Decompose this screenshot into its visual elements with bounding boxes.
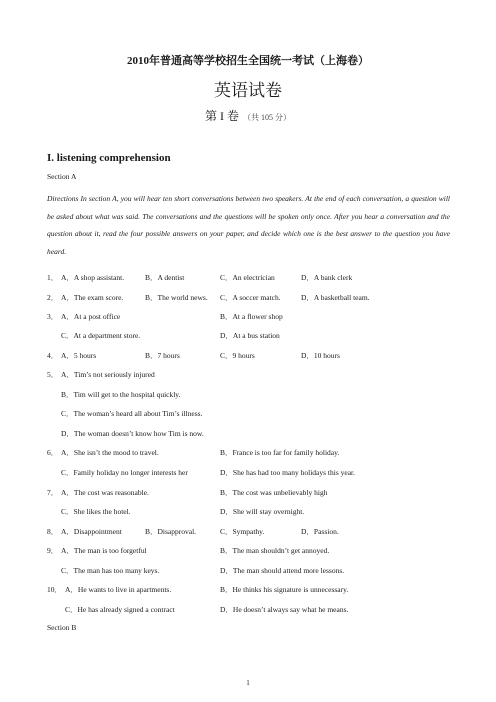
question-3 (47, 311, 457, 323)
option-a: A．A shop assistant. (61, 273, 125, 282)
option-a: A．Tim’s not seriously injured (61, 370, 155, 379)
option-d: D．The woman doesn’t know how Tim is now. (61, 429, 204, 438)
option-a: A．At a post office (61, 312, 121, 321)
option-a: A．Disappointment (61, 527, 122, 536)
option-b: B．A dentist (145, 273, 185, 282)
question-5-option-d (47, 428, 457, 440)
option-d: D．At a bus station (220, 331, 280, 340)
question-number: 4． (47, 351, 59, 360)
option-c: C．Family holiday no longer interests her (61, 468, 188, 477)
question-5-option-c (47, 408, 457, 420)
option-b: B．The cost was unbelievably high (220, 488, 328, 497)
option-c: C．An electrician (220, 273, 275, 282)
question-9-cont (47, 565, 457, 577)
option-b: B．He thinks his signature is unnecessary. (220, 585, 349, 594)
option-b: B．The world news. (145, 293, 208, 302)
option-b: B．France is too far for family holiday. (220, 448, 340, 457)
subject-title: 英语试卷 (214, 81, 282, 100)
option-c: C．A soccer match. (220, 293, 281, 302)
exam-title: 2010年普通高等学校招生全国统一考试（上海卷） (127, 55, 369, 67)
option-a: A．The exam score. (61, 293, 124, 302)
question-6 (47, 447, 457, 459)
option-b: B．The man shouldn’t get annoyed. (220, 546, 330, 555)
question-6-cont (47, 467, 457, 479)
directions-text: Directions In section A, you will hear ten short conversations between two speakers. At the end of each conversation, a question will be asked about what was said. The conversations and the questions will be spoken only once. After you hear a conversation and the question about it, read the four possible answers on your paper, and decide which one is the best answer to the question you have heard. (47, 194, 450, 256)
option-a: A．He wants to live in apartments. (65, 585, 172, 594)
question-7 (47, 487, 457, 499)
option-d: D．A basketball team. (301, 293, 370, 302)
option-a: A．The man is too forgetful (61, 546, 147, 555)
question-10-cont (47, 604, 457, 616)
question-9 (47, 545, 457, 557)
option-c: C．At a department store. (61, 331, 141, 340)
option-b: B．Tim will get to the hospital quickly. (61, 390, 181, 399)
option-c: C．Sympathy. (220, 527, 265, 536)
question-number: 10． (47, 585, 62, 594)
volume-score: （共 105 分） (243, 113, 291, 122)
question-number: 6． (47, 448, 59, 457)
option-d: D．10 hours (301, 351, 340, 360)
question-4 (47, 350, 457, 362)
option-c: C．The man has too many keys. (61, 566, 160, 575)
question-2 (47, 292, 457, 304)
question-5-option-b (47, 389, 457, 401)
option-c: C．The woman’s heard all about Tim’s illness. (61, 409, 203, 418)
volume-label (0, 107, 496, 124)
question-5 (47, 369, 457, 381)
option-d: D．Passion. (301, 527, 339, 536)
question-number: 7． (47, 488, 59, 497)
question-3-cont (47, 330, 457, 342)
question-number: 8． (47, 527, 59, 536)
option-c: C．9 hours (220, 351, 255, 360)
page-number: 1 (246, 679, 250, 687)
option-d: D．He doesn’t always say what he means. (220, 605, 349, 614)
question-7-cont (47, 506, 457, 518)
section-a-label: Section A (47, 172, 77, 181)
section-b-label: Section B (47, 623, 77, 632)
option-c: C．He has already signed a contract (65, 605, 175, 614)
option-b: B．At a flower shop (220, 312, 283, 321)
option-a: A．5 hours (61, 351, 97, 360)
option-a: A．The cost was reasonable. (61, 488, 149, 497)
question-number: 1． (47, 273, 59, 282)
section-heading: I. listening comprehension (47, 152, 171, 164)
option-d: D．The man should attend more lessons. (220, 566, 345, 575)
volume-name: 第 I 卷 (205, 109, 239, 123)
option-d: D．She has had too many holidays this year. (220, 468, 355, 477)
option-b: B．7 hours (145, 351, 180, 360)
question-number: 5． (47, 370, 59, 379)
question-number: 9． (47, 546, 59, 555)
question-10 (47, 584, 457, 596)
option-d: D．She will stay overnight. (220, 507, 305, 516)
option-c: C．She likes the hotel. (61, 507, 131, 516)
option-d: D．A bank clerk (301, 273, 353, 282)
question-number: 3． (47, 312, 59, 321)
option-b: B．Disapproval. (145, 527, 197, 536)
question-number: 2． (47, 293, 59, 302)
option-a: A．She isn’t the mood to travel. (61, 448, 159, 457)
question-1 (47, 272, 457, 284)
question-8 (47, 526, 457, 538)
